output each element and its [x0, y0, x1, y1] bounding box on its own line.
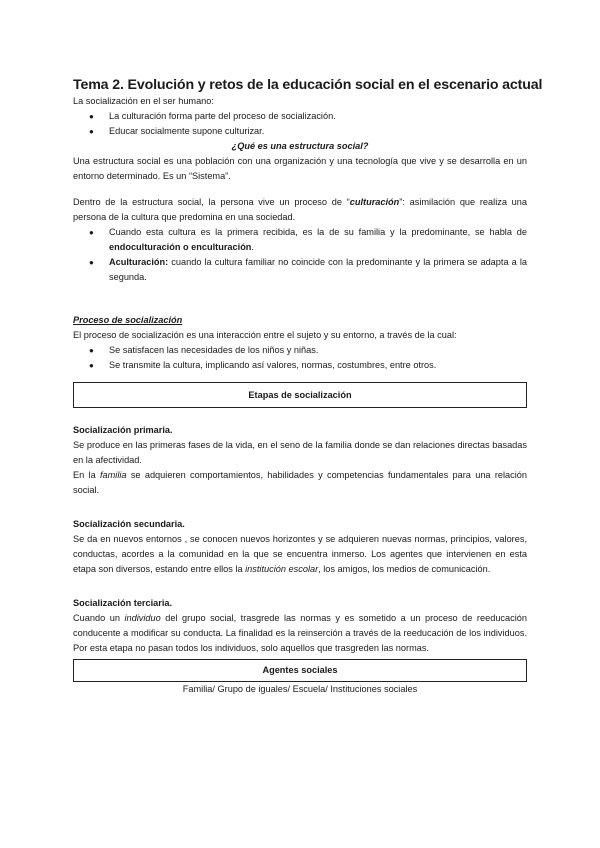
- aculturacion-term: Aculturación:: [109, 257, 169, 267]
- intro-bullet: ● La culturación forma parte del proceso de socialización.: [73, 109, 527, 124]
- secundaria-heading: Socialización secundaria.: [73, 519, 185, 529]
- proceso-bullet: ● Se satisfacen las necesidades de los niños y niñas.: [73, 343, 527, 358]
- primaria-heading: Socialización primaria.: [73, 425, 173, 435]
- intro-bullet: ● Educar socialmente supone culturizar.: [73, 124, 527, 139]
- proceso-bullet-list: [73, 343, 527, 373]
- document-title: Tema 2. Evolución y retos de la educación social en el escenario actual: [73, 77, 543, 93]
- culturacion-paragraph: Dentro de la estructura social, la persona vive un proceso de “culturación”: asimilación que realiza una persona de la cultura que predomina en una sociedad.: [73, 197, 527, 222]
- agentes-list: Familia/ Grupo de iguales/ Escuela/ Instituciones sociales: [182, 684, 418, 694]
- proceso-heading: Proceso de socialización: [73, 315, 183, 325]
- endoculturacion-bullet: ● Cuando esta cultura es la primera recibida, es la de su familia y la predominante, se habla de endoculturación o enculturación.: [73, 225, 527, 255]
- primaria-paragraph: Se produce en las primeras fases de la vida, en el seno de la familia donde se dan relaciones directas basadas en la afectividad.: [73, 440, 527, 465]
- aculturacion-bullet: ● Aculturación: cuando la cultura familiar no coincide con la predominante y la primera se adapta a la segunda.: [73, 255, 527, 285]
- secundaria-paragraph: Se da en nuevos entornos , se conocen nuevos horizontes y se adquieren nuevas normas, principios, valores, conductas, acordes a la comunidad en la que se encuentra inmerso. Los agentes que intervienen en esta etapa son diversos, estando entre ellos la institución escolar, los amigos, los medios de comunicación.: [73, 534, 527, 574]
- terciaria-heading: Socialización terciaria.: [73, 598, 173, 608]
- agentes-box: Agentes sociales: [73, 659, 527, 682]
- proceso-line: El proceso de socialización es una interacción entre el sujeto y su entorno, a través de la cual:: [73, 330, 457, 340]
- culturacion-term: culturación: [349, 197, 400, 207]
- estructura-definition: Una estructura social es una población con una organización y una tecnología que vive y se desarrolla en un entorno determinado. Es un “Sistema”.: [73, 156, 527, 181]
- document-page: [73, 76, 543, 697]
- familia-term: familia: [99, 470, 127, 480]
- proceso-bullet: ● Se transmite la cultura, implicando así valores, normas, costumbres, entre otros.: [73, 358, 527, 373]
- question-heading: ¿Qué es una estructura social?: [231, 141, 369, 151]
- intro-line: La socialización en el ser humano:: [73, 96, 214, 106]
- institucion-escolar-term: institución escolar: [245, 564, 319, 574]
- etapas-box: Etapas de socialización: [73, 382, 527, 408]
- endoculturacion-term: endoculturación o enculturación: [109, 242, 252, 252]
- culturacion-bullet-list: [73, 225, 527, 285]
- intro-bullet-list: [73, 109, 527, 139]
- terciaria-paragraph: Cuando un individuo del grupo social, trasgrede las normas y es sometido a un proceso de reeducación conducente a modificar su conducta. La finalidad es la reinserción a través de la reeducación de los individuos. Por esta etapa no pasan todos los individuos, solo aquellos que trasgreden las normas.: [73, 613, 527, 653]
- primaria-familia-paragraph: En la familia se adquieren comportamientos, habilidades y competencias fundamentales para una relación social.: [73, 470, 528, 495]
- individuo-term: individuo: [124, 613, 161, 623]
